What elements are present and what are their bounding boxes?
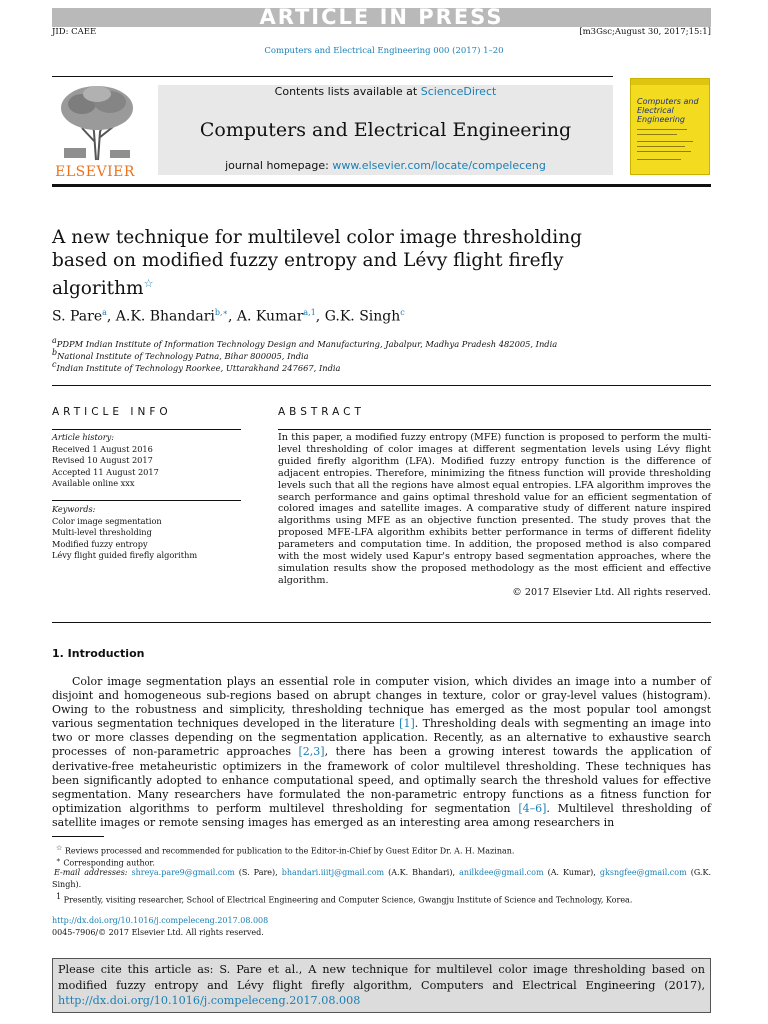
history-item: Revised 10 August 2017: [52, 455, 153, 465]
email-link[interactable]: shreya.pare9@gmail.com: [131, 868, 235, 877]
journal-homepage-link[interactable]: www.elsevier.com/locate/compeleceng: [332, 159, 546, 172]
footnote-emails: E-mail addresses: shreya.pare9@gmail.com (S. Pare), bhandari.iiitj@gmail.com (A.K. Bhandari), anilkdee@gmail.com (A. Kumar), gksngfee@gmail.com (G.K. Singh).: [52, 868, 711, 889]
abstract-heading: ABSTRACT: [278, 406, 365, 418]
author-list: S. Pare$^a$, A.K. Bhandari$^{b,∗}$, A. Kumar$^{a,1}$, G.K. Singh$^c$: [52, 308, 405, 325]
build-stamp: [m3Gsc;August 30, 2017;15:1]: [579, 27, 711, 37]
elsevier-logo: [52, 82, 142, 180]
contents-line: Contents lists available at ScienceDirect: [274, 85, 497, 98]
article-info-heading: ARTICLE INFO: [52, 406, 172, 418]
author-affil-sup[interactable]: a,1: [303, 308, 316, 317]
sciencedirect-link[interactable]: ScienceDirect: [420, 85, 497, 98]
history-item: Accepted 11 August 2017: [52, 466, 159, 477]
article-title: A new technique for multilevel color image thresholding based on modified fuzzy entropy and Lévy flight firefly algorithm☆: [52, 227, 582, 300]
author-affil-sup[interactable]: a: [102, 308, 107, 317]
keyword-item: Modified fuzzy entropy: [52, 538, 148, 549]
footnote-star: ☆ Reviews processed and recommended for publication to the Editor-in-Chief by Guest Editor Dr. A. H. Mazinan.: [56, 844, 515, 856]
history-item: Available online xxx: [52, 478, 135, 488]
email-link[interactable]: anilkdee@gmail.com: [459, 868, 544, 877]
abstract-copyright: © 2017 Elsevier Ltd. All rights reserved.: [512, 586, 711, 598]
abstract-body: [278, 432, 711, 599]
email-link[interactable]: gksngfee@gmail.com: [599, 868, 687, 877]
affiliation-c: $^c$Indian Institute of Technology Roorkee, Uttarakhand 247667, India: [52, 360, 341, 373]
author-affil-sup[interactable]: c: [400, 308, 405, 317]
keywords: [52, 504, 197, 562]
abstract-bottom-rule: [52, 622, 711, 623]
author-name: G.K. Singh: [324, 308, 401, 325]
introduction-heading: 1. Introduction: [52, 647, 145, 660]
footnote-star-icon: ☆: [56, 844, 63, 852]
publisher-name: ELSEVIER: [55, 164, 135, 180]
cover-title: Computers and Electrical Engineering: [637, 97, 699, 124]
history-item: Received 1 August 2016: [52, 443, 153, 454]
email-link[interactable]: bhandari.iiitj@gmail.com: [281, 868, 385, 877]
author-affil-sup[interactable]: b,∗: [214, 308, 228, 317]
introduction-paragraph: Color image segmentation plays an essential role in computer vision, which divides an image into a number of disjoint and homogeneous sub-regions based on abrupt changes in texture, color or gray-level values (histogram). Owing to the robustness and simplicity, thresholding technique has emerged as the most popular tool amongst various segmentation techniques developed in the literature [1]. Thresholding deals with segmenting an image into two or more classes depending on the segmentation application. Recently, as an alternative to exhaustive search processes of non-parametric approaches [2,3], there has been a growing interest towards the application of derivative-free metaheuristic optimizers in the framework of color multilevel thresholding. These techniques has been significantly adopted to enhance computational speed, and optimally search the threshold values for effective segmentation. Many researchers have formulated the non-parametric entropy functions as a fitness function for optimization algorithms to perform multilevel thresholding for segmentation [4–6]. Multilevel thresholding of satellite images or remote sensing images has emerged as an interesting area among researchers in: [52, 675, 712, 829]
citation-link[interactable]: [1]: [399, 717, 415, 731]
footnote-rule: [52, 836, 104, 837]
keyword-item: Color image segmentation: [52, 515, 162, 526]
issn-copyright: 0045-7906/© 2017 Elsevier Ltd. All rights reserved.: [52, 928, 264, 937]
masthead-bottom-rule: [52, 184, 711, 187]
journal-reference[interactable]: Computers and Electrical Engineering 000 (2017) 1–20: [264, 46, 504, 56]
doi-link[interactable]: http://dx.doi.org/10.1016/j.compeleceng.2017.08.008: [52, 916, 269, 925]
citation-doi-link[interactable]: http://dx.doi.org/10.1016/j.compeleceng.2017.08.008: [58, 994, 361, 1007]
homepage-line: journal homepage: www.elsevier.com/locate/compeleceng: [225, 159, 546, 172]
affiliation-a: $^a$PDPM Indian Institute of Information Technology Design and Manufacturing, Jabalpur, Madhya Pradesh 482005, India: [52, 336, 558, 349]
journal-id: JID: CAEE: [52, 27, 97, 37]
keyword-item: Lévy flight guided firefly algorithm: [52, 550, 198, 560]
section-divider: [52, 385, 711, 386]
footnote-1: $^1$ Presently, visiting researcher, School of Electrical Engineering and Computer Science, Gwangju Institute of Science and Technology, Korea.: [56, 892, 633, 905]
abstract-text: In this paper, a modified fuzzy entropy (MFE) function is proposed to perform the multi-level thresholding of color images at different segmentation levels using Lévy flight guided firefly algorithm (LFA). Modified fuzzy entropy function is the difference of adjacent entropies. Therefore, minimizing the fitness function will provide thresholding levels such that all the regions have almost equal entropies. LFA algorithm improves the search performance and gains optimal threshold value for an efficient segmentation of colored images and satellite images. A comparative study of different nature inspired algorithms using MFE as an objective function presented. The study proves that the proposed MFE-LFA algorithm exhibits better performance in terms of different fidelity parameters and computation time. In addition, the proposed method is also compared with the most widely used Kapur's entropy based segmentation approaches, where the simulation results show the proposed methodology as the most efficient and effective algorithm.: [278, 432, 711, 586]
elsevier-tree-icon: [52, 82, 142, 162]
masthead-top-rule: [52, 76, 613, 77]
journal-cover-thumbnail[interactable]: [630, 78, 710, 175]
article-in-press-banner: ARTICLE IN PRESS: [52, 8, 711, 27]
title-footnote-star-icon[interactable]: ☆: [143, 277, 154, 290]
footnote-corresponding: ∗ Corresponding author.: [56, 856, 155, 868]
author-name: S. Pare: [52, 308, 103, 325]
author-name: A.K. Bhandari: [115, 308, 215, 325]
keyword-item: Multi-level thresholding: [52, 527, 152, 537]
citation-box: Please cite this article as: S. Pare et al., A new technique for multilevel color image thresholding based on modified fuzzy entropy and Lévy flight firefly algorithm, Computers and Electrical Engineering (2017), http://dx.doi.org/10.1016/j.compeleceng.2017.08.008: [52, 958, 711, 1013]
citation-link[interactable]: [4–6]: [518, 801, 547, 815]
journal-masthead: [158, 85, 613, 175]
author-name: A. Kumar: [236, 308, 304, 325]
article-history: [52, 432, 159, 490]
keywords-label: Keywords:: [52, 504, 96, 514]
journal-title: Computers and Electrical Engineering: [199, 119, 572, 141]
history-label: Article history:: [52, 432, 114, 442]
citation-link[interactable]: [2,3]: [298, 745, 325, 759]
affiliation-b: $^b$National Institute of Technology Patna, Bihar 800005, India: [52, 348, 309, 361]
